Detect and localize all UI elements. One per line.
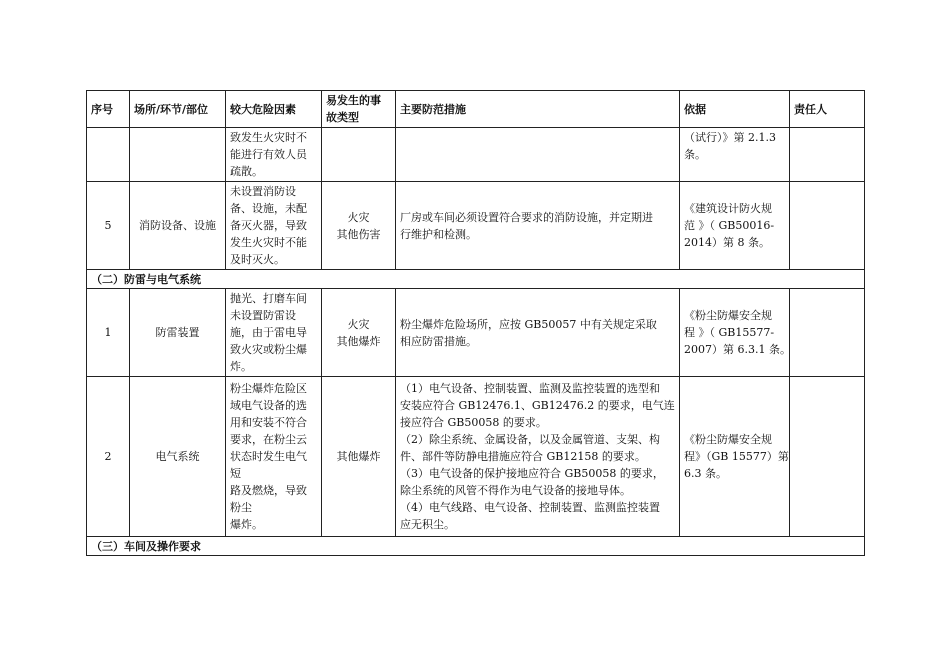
table-row — [87, 377, 865, 537]
header-row — [87, 91, 865, 128]
cell-hazard: 未设置消防设 备、设施，未配 备灭火器，导致 发生火灾时不能 及时灭火。 — [226, 182, 322, 270]
table-row — [87, 182, 865, 270]
cell-no: 2 — [87, 377, 130, 537]
cell-no: 1 — [87, 289, 130, 377]
section-row — [87, 270, 865, 289]
section-title: （二）防雷与电气系统 — [87, 270, 865, 289]
col-hazard-header: 较大危险因素 — [226, 91, 322, 128]
cell-basis: （试行）》第 2.1.3 条。 — [680, 128, 790, 182]
cell-accident — [322, 128, 396, 182]
cell-owner — [790, 182, 865, 270]
cell-owner — [790, 289, 865, 377]
col-measures-header: 主要防范措施 — [396, 91, 680, 128]
cell-owner — [790, 377, 865, 537]
cell-accident: 其他爆炸 — [322, 377, 396, 537]
hazard-table — [86, 90, 865, 556]
cell-basis: 《建筑设计防火规 范 》（ GB50016- 2014）第 8 条。 — [680, 182, 790, 270]
cell-place: 电气系统 — [130, 377, 226, 537]
cell-no: 5 — [87, 182, 130, 270]
cell-basis: 《粉尘防爆安全规 程》（GB 15577）第 6.3 条。 — [680, 377, 790, 537]
col-owner-header: 责任人 — [790, 91, 865, 128]
col-basis-header: 依据 — [680, 91, 790, 128]
cell-hazard: 致发生火灾时不 能进行有效人员 疏散。 — [226, 128, 322, 182]
cell-measures: 粉尘爆炸危险场所，应按 GB50057 中有关规定采取 相应防雷措施。 — [396, 289, 680, 377]
col-no-header: 序号 — [87, 91, 130, 128]
cell-place: 防雷装置 — [130, 289, 226, 377]
cell-accident: 火灾 其他伤害 — [322, 182, 396, 270]
cell-no — [87, 128, 130, 182]
cell-place: 消防设备、设施 — [130, 182, 226, 270]
cell-accident: 火灾 其他爆炸 — [322, 289, 396, 377]
cell-measures: （1）电气设备、控制装置、监测及监控装置的选型和 安装应符合 GB12476.1、GB12476.2 的要求，电气连 接应符合 GB50058 的要求。 （2）除尘系统、金属设备，以及金属管道、支架、构 件、部件等防静电措施应符合 GB12158 的要求。 （3）电气设备的保护接地应符合 GB50058 的要求， 除尘系统的风管不得作为电气设备的接地导体。 （4）电气线路、电气设备、控制装置、监测监控装置 应无积尘。 — [396, 377, 680, 537]
cell-hazard: 抛光、打磨车间 未设置防雷设 施，由于雷电导 致火灾或粉尘爆 炸。 — [226, 289, 322, 377]
col-place-header: 场所/环节/部位 — [130, 91, 226, 128]
section-title: （三）车间及操作要求 — [87, 537, 865, 556]
cell-owner — [790, 128, 865, 182]
table-row — [87, 289, 865, 377]
table-row — [87, 128, 865, 182]
cell-basis: 《粉尘防爆安全规 程 》（ GB15577- 2007）第 6.3.1 条。 — [680, 289, 790, 377]
cell-place — [130, 128, 226, 182]
cell-measures — [396, 128, 680, 182]
section-row — [87, 537, 865, 556]
cell-measures: 厂房或车间必须设置符合要求的消防设施，并定期进 行维护和检测。 — [396, 182, 680, 270]
col-accident-header: 易发生的事故类型 — [322, 91, 396, 128]
cell-hazard: 粉尘爆炸危险区 域电气设备的选 用和安装不符合 要求，在粉尘云 状态时发生电气 短 路及燃烧，导致 粉尘 爆炸。 — [226, 377, 322, 537]
